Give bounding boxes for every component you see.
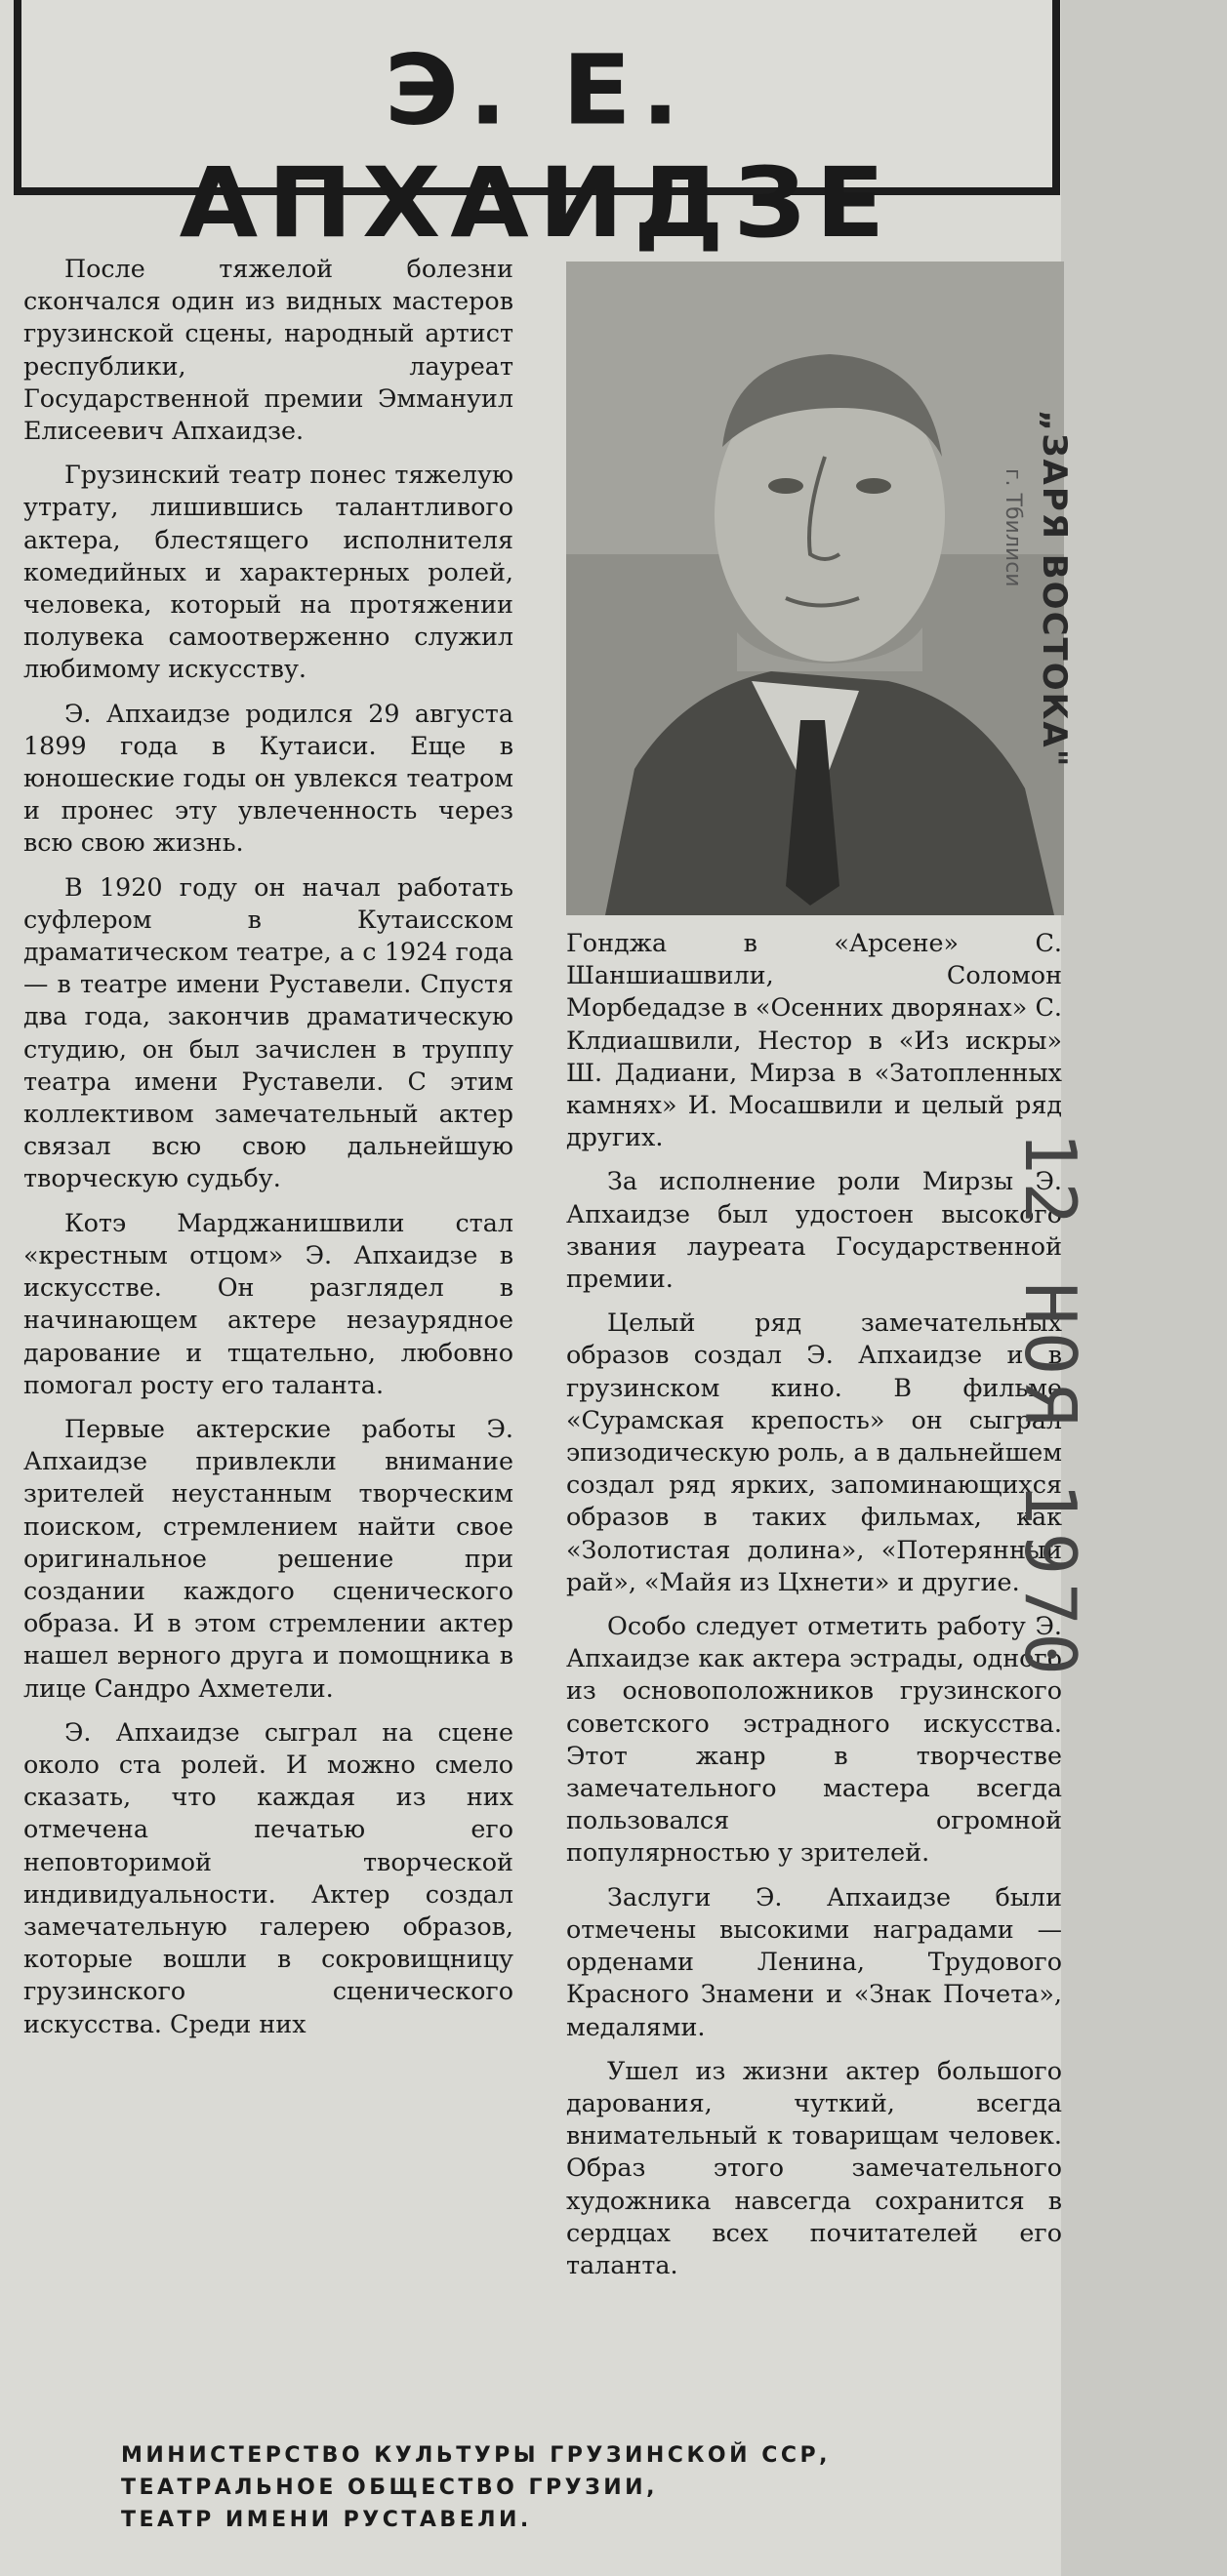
portrait-photo	[566, 262, 1064, 915]
paragraph: Гонджа в «Арсене» С. Шаншиашвили, Соломон Морбедадзе в «Осенних дворянах» С. Клдиашвили, Нестор в «Из искры» Ш. Дадиани, Мирза в «Затопленных камнях» И. Мосашвили и целый ряд других.	[566, 928, 1062, 1152]
headline-box	[14, 0, 1060, 260]
article-left-column	[23, 253, 513, 2052]
date-stamp: 12 НОЯ 1970	[1009, 1132, 1091, 1683]
paragraph: За исполнение роли Мирзы Э. Апхаидзе был удостоен высокого звания лауреата Государственной премии.	[566, 1166, 1062, 1294]
headline: Э. Е. АПХАИДЗЕ	[179, 33, 895, 260]
newspaper-name: „ЗАРЯ ВОСТОКА"	[1035, 410, 1074, 769]
paragraph: Котэ Марджанишвили стал «крестным отцом» Э. Апхаидзе в искусстве. Он разглядел в начинающем актере незаурядное дарование и тщательно, любовно помогал росту его таланта.	[23, 1207, 513, 1399]
paragraph: Первые актерские работы Э. Апхаидзе привлекли внимание зрителей неустанным творческим поиском, стремлением найти свое оригинальное решение при создании каждого сценического образа. И в этом стремлении актер нашел верного друга и помощника в лице Сандро Ахметели.	[23, 1413, 513, 1703]
signatory-line: ТЕАТРАЛЬНОЕ ОБЩЕСТВО ГРУЗИИ,	[121, 2475, 658, 2500]
paragraph: Ушел из жизни актер большого дарования, чуткий, всегда внимательный к товарищам человек. Образ этого замечательного художника навсегда сохранится в сердцах всех почитателей его таланта.	[566, 2055, 1062, 2279]
paragraph: В 1920 году он начал работать суфлером в Кутаисском драматическом театре, а с 1924 года — в театре имени Руставели. Спустя два года, закончив драматическую студию, он был зачислен в труппу театра имени Руставели. С этим коллективом замечательный актер связал всю свою дальнейшую творческую судьбу.	[23, 871, 513, 1193]
article-right-column	[566, 927, 1062, 2293]
paragraph: Заслуги Э. Апхаидзе были отмечены высокими наградами — орденами Ленина, Трудового Красного Знамени и «Знак Почета», медалями.	[566, 1881, 1062, 2041]
portrait-photo-icon	[566, 262, 1064, 915]
paragraph: Э. Апхаидзе родился 29 августа 1899 года в Кутаиси. Еще в юношеские годы он увлекся театром и пронес эту увлеченность через всю свою жизнь.	[23, 698, 513, 858]
source-annotation	[1001, 410, 1074, 769]
newspaper-city: г. Тбилиси	[1001, 468, 1025, 587]
signatories	[121, 2439, 831, 2536]
paragraph: Э. Апхаидзе сыграл на сцене около ста ролей. И можно смело сказать, что каждая из них отмечена печатью его неповторимой творческой индивидуальности. Актер создал замечательную галерею образов, которые вошли в сокровищницу грузинского сценического искусства. Среди них	[23, 1716, 513, 2038]
paragraph: Целый ряд замечательных образов создал Э. Апхаидзе и в грузинском кино. В фильме «Сурамская крепость» он сыграл эпизодическую роль, а в дальнейшем создал ряд ярких, запоминающихся образов в таких фильмах, как «Золотистая долина», «Потерянный рай», «Майя из Цхнети» и другие.	[566, 1308, 1062, 1596]
signatory-line: ТЕАТР ИМЕНИ РУСТАВЕЛИ.	[121, 2508, 532, 2532]
paragraph: Грузинский театр понес тяжелую утрату, лишившись талантливого актера, блестящего исполнителя комедийных и характерных ролей, человека, который на протяжении полувека самоотверженно служил любимому искусству.	[23, 460, 513, 684]
paragraph: После тяжелой болезни скончался один из видных мастеров грузинской сцены, народный артист республики, лауреат Государственной премии Эммануил Елисеевич Апхаидзе.	[23, 254, 513, 446]
paragraph: Особо следует отметить работу Э. Апхаидзе как актера эстрады, одного из основоположников грузинского советского эстрадного искусства. Этот жанр в творчестве замечательного мастера всегда пользовался огромной популярностью у зрителей.	[566, 1611, 1062, 1868]
signatory-line: МИНИСТЕРСТВО КУЛЬТУРЫ ГРУЗИНСКОЙ ССР,	[121, 2443, 831, 2468]
